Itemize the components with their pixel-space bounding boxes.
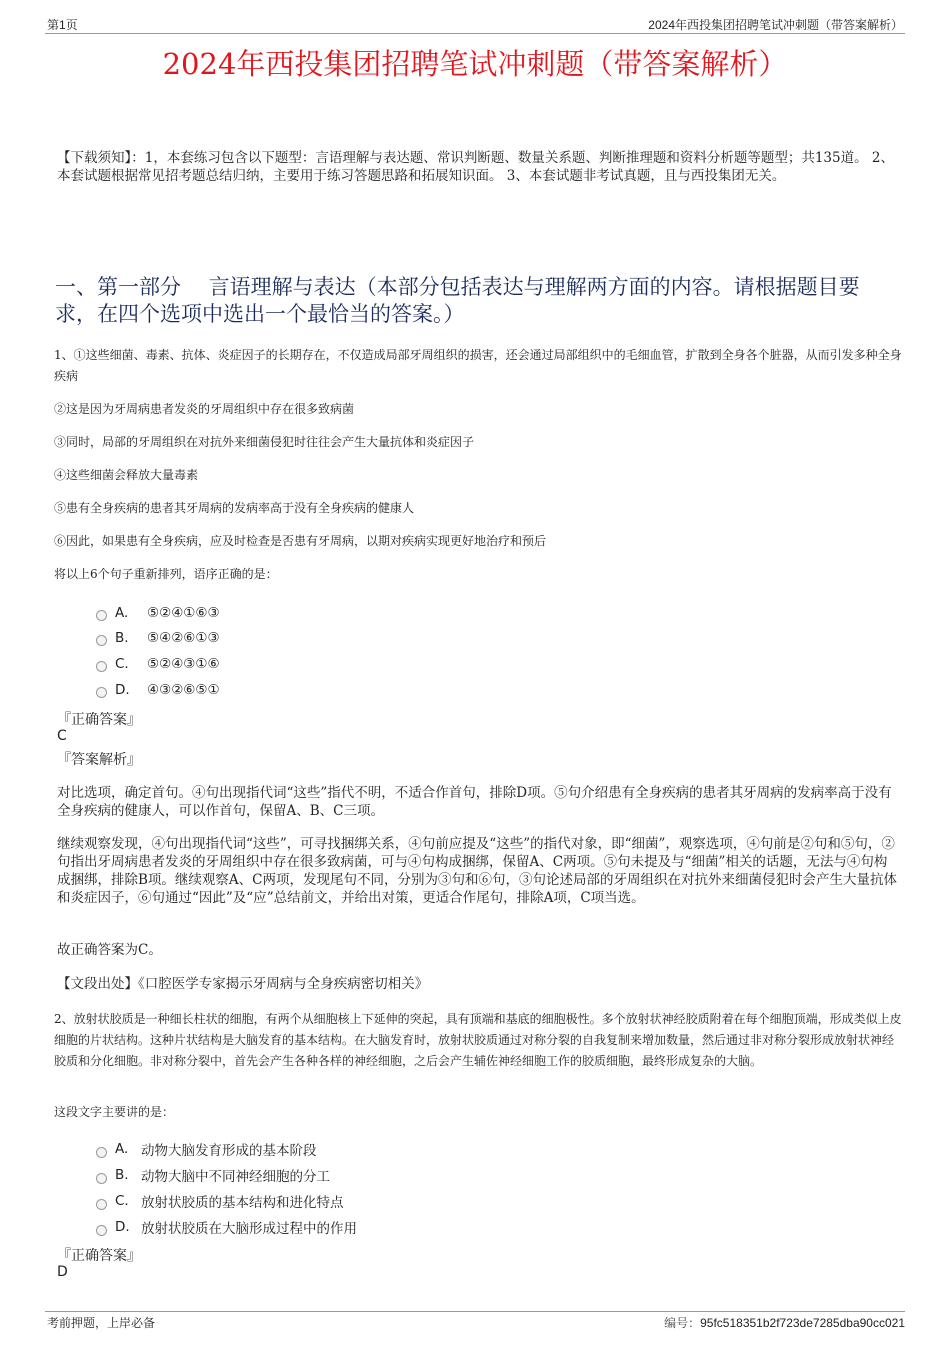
q1-option-c[interactable]: C. ⑤②④③①⑥ (96, 655, 220, 672)
header-divider (45, 33, 905, 34)
document-title: 2024年西投集团招聘笔试冲刺题（带答案解析） (162, 47, 788, 81)
header-doc-title: 2024年西投集团招聘笔试冲刺题（带答案解析） (648, 18, 903, 32)
radio-icon[interactable] (96, 610, 107, 621)
page-number: 第1页 (47, 18, 78, 32)
question-1-stem (54, 345, 904, 597)
q1-option-d[interactable]: D. ④③②⑥⑤① (96, 681, 220, 698)
q2-option-d[interactable]: D. 放射状胶质在大脑形成过程中的作用 (96, 1217, 357, 1237)
footer-slogan: 考前押题，上岸必备 (47, 1316, 156, 1330)
correct-answer-heading: 『正确答案』 (57, 1248, 141, 1264)
question-2-prompt: 这段文字主要讲的是： (54, 1105, 175, 1119)
correct-answer: C (57, 728, 67, 744)
correct-answer-heading: 『正确答案』 (57, 712, 141, 728)
q2-option-b[interactable]: B. 动物大脑中不同神经细胞的分工 (96, 1165, 330, 1185)
q1-option-b[interactable]: B. ⑤④②⑥①③ (96, 629, 220, 646)
analysis-conclusion: 故正确答案为C。 (57, 942, 162, 958)
radio-icon[interactable] (96, 635, 107, 646)
section-heading: 一、第一部分 言语理解与表达（本部分包括表达与理解两方面的内容。请根据题目要求，在四个选项中选出一个最恰当的答案。） (55, 275, 860, 326)
stem-line: ③同时，局部的牙周组织在对抗外来细菌侵犯时往往会产生大量抗体和炎症因子 (54, 435, 475, 449)
radio-icon[interactable] (96, 661, 107, 672)
analysis-paragraph: 继续观察发现，④句出现指代词“这些”，可寻找捆绑关系，④句前应提及“这些”的指代对象，即“细菌”，观察选项，④句前是②句和⑤句，②句指出牙周病患者发炎的牙周组织中存在很多致病菌，可与④句构成捆绑，保留A、C两项。⑤句未提及与“细菌”相关的话题，无法与④句构成捆绑，排除B项。继续观察A、C两项，发现尾句不同，分别为③句和⑥句，③句论述局部的牙周组织在对抗外来细菌侵犯时会产生大量抗体和炎症因子，⑥句通过“因此”及“应”总结前文，并给出对策，更适合作尾句，排除A项，C项当选。 (57, 836, 897, 906)
q2-option-c[interactable]: C. 放射状胶质的基本结构和进化特点 (96, 1191, 344, 1211)
question-2-stem: 2、放射状胶质是一种细长柱状的细胞，有两个从细胞核上下延伸的突起，具有顶端和基底的细胞极性。多个放射状神经胶质附着在每个细胞顶端，形成类似上皮细胞的片状结构。这种片状结构是大脑发育的基本结构。在大脑发育时，放射状胶质通过对称分裂的自我复制来增加数量，然后通过非对称分裂形成放射状神经胶质和分化细胞。非对称分裂中，首先会产生各种各样的神经细胞，之后会产生辅佐神经细胞工作的胶质细胞，最终形成复杂的大脑。 (54, 1012, 902, 1068)
radio-icon[interactable] (96, 687, 107, 698)
analysis-heading: 『答案解析』 (57, 752, 141, 768)
footer-divider (45, 1311, 905, 1312)
radio-icon[interactable] (96, 1199, 107, 1210)
radio-icon[interactable] (96, 1147, 107, 1158)
q2-option-a[interactable]: A. 动物大脑发育形成的基本阶段 (96, 1139, 317, 1159)
document-code: 编号：95fc518351b2f723de7285dba90cc021 (664, 1316, 905, 1330)
download-notice: 【下载须知】：1，本套练习包含以下题型：言语理解与表达题、常识判断题、数量关系题、判断推理题和资料分析题等题型；共135道。 2、本套试题根据常见招考题总结归纳，主要用于练习答题思路和拓展知识面。 3、本套试题非考试真题，且与西投集团无关。 (57, 150, 894, 184)
radio-icon[interactable] (96, 1173, 107, 1184)
stem-line: ⑥因此，如果患有全身疾病，应及时检查是否患有牙周病，以期对疾病实现更好地治疗和预后 (54, 534, 547, 548)
stem-line: 1、①这些细菌、毒素、抗体、炎症因子的长期存在，不仅造成局部牙周组织的损害，还会通过局部组织中的毛细血管，扩散到全身各个脏器，从而引发多种全身疾病 (54, 348, 902, 383)
stem-line: ④这些细菌会释放大量毒素 (54, 468, 199, 482)
q1-option-a[interactable]: A. ⑤②④①⑥③ (96, 604, 220, 621)
stem-line: ⑤患有全身疾病的患者其牙周病的发病率高于没有全身疾病的健康人 (54, 501, 415, 515)
source-citation: 【文段出处】《口腔医学专家揭示牙周病与全身疾病密切相关》 (57, 976, 429, 992)
stem-line: 将以上6个句子重新排列，语序正确的是： (54, 567, 278, 581)
analysis-paragraph: 对比选项，确定首句。④句出现指代词“这些”指代不明，不适合作首句，排除D项。⑤句介绍患有全身疾病的患者其牙周病的发病率高于没有全身疾病的健康人，可以作首句，保留A、B、C三项。 (57, 785, 892, 819)
stem-line: ②这是因为牙周病患者发炎的牙周组织中存在很多致病菌 (54, 402, 355, 416)
radio-icon[interactable] (96, 1225, 107, 1236)
correct-answer: D (57, 1264, 68, 1280)
